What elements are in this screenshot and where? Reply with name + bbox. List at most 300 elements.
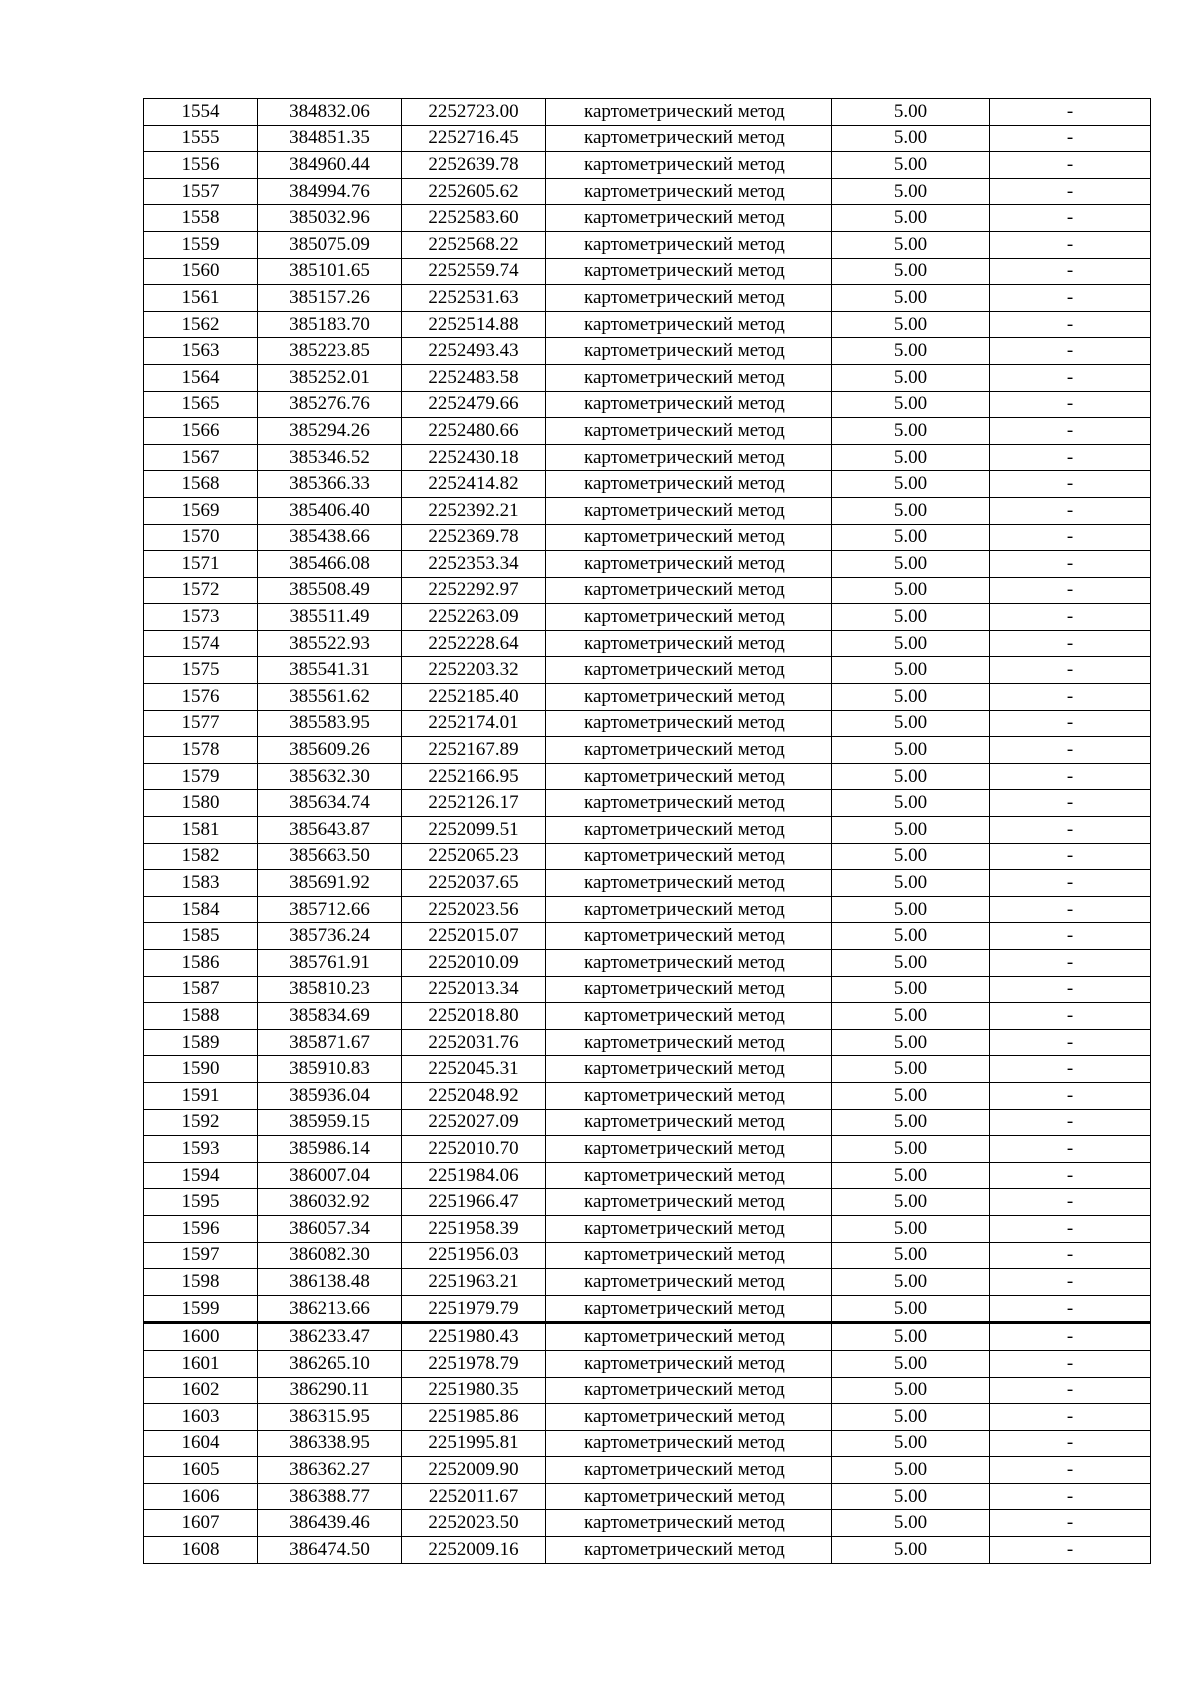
x-coordinate-cell: 385438.66 — [258, 524, 402, 551]
table-row — [144, 1162, 1151, 1189]
note-cell: - — [990, 125, 1151, 152]
point-number-cell: 1558 — [144, 205, 258, 232]
table-body — [144, 99, 1151, 1564]
table-row — [144, 1029, 1151, 1056]
note-cell: - — [990, 1323, 1151, 1351]
coordinates-table — [143, 98, 1151, 1564]
method-cell: картометрический метод — [546, 1189, 832, 1216]
accuracy-cell: 5.00 — [832, 896, 990, 923]
y-coordinate-cell: 2252048.92 — [402, 1082, 546, 1109]
note-cell: - — [990, 1215, 1151, 1242]
table-row — [144, 152, 1151, 179]
point-number-cell: 1595 — [144, 1189, 258, 1216]
accuracy-cell: 5.00 — [832, 1215, 990, 1242]
table-row — [144, 1483, 1151, 1510]
table-row — [144, 1430, 1151, 1457]
method-cell: картометрический метод — [546, 1029, 832, 1056]
method-cell: картометрический метод — [546, 338, 832, 365]
y-coordinate-cell: 2252009.16 — [402, 1537, 546, 1564]
x-coordinate-cell: 385252.01 — [258, 364, 402, 391]
x-coordinate-cell: 386388.77 — [258, 1483, 402, 1510]
note-cell: - — [990, 604, 1151, 631]
method-cell: картометрический метод — [546, 125, 832, 152]
table-row — [144, 1323, 1151, 1351]
point-number-cell: 1583 — [144, 870, 258, 897]
accuracy-cell: 5.00 — [832, 285, 990, 312]
accuracy-cell: 5.00 — [832, 1377, 990, 1404]
accuracy-cell: 5.00 — [832, 1323, 990, 1351]
x-coordinate-cell: 386474.50 — [258, 1537, 402, 1564]
accuracy-cell: 5.00 — [832, 1404, 990, 1431]
y-coordinate-cell: 2252018.80 — [402, 1003, 546, 1030]
note-cell: - — [990, 1109, 1151, 1136]
table-row — [144, 1056, 1151, 1083]
point-number-cell: 1559 — [144, 231, 258, 258]
method-cell: картометрический метод — [546, 577, 832, 604]
point-number-cell: 1569 — [144, 497, 258, 524]
table-row — [144, 418, 1151, 445]
x-coordinate-cell: 385346.52 — [258, 444, 402, 471]
y-coordinate-cell: 2251978.79 — [402, 1350, 546, 1377]
x-coordinate-cell: 385936.04 — [258, 1082, 402, 1109]
y-coordinate-cell: 2252723.00 — [402, 99, 546, 126]
note-cell: - — [990, 551, 1151, 578]
x-coordinate-cell: 386057.34 — [258, 1215, 402, 1242]
method-cell: картометрический метод — [546, 710, 832, 737]
y-coordinate-cell: 2252559.74 — [402, 258, 546, 285]
note-cell: - — [990, 1003, 1151, 1030]
accuracy-cell: 5.00 — [832, 205, 990, 232]
table-row — [144, 976, 1151, 1003]
accuracy-cell: 5.00 — [832, 1537, 990, 1564]
method-cell: картометрический метод — [546, 497, 832, 524]
table-row — [144, 391, 1151, 418]
method-cell: картометрический метод — [546, 471, 832, 498]
x-coordinate-cell: 384851.35 — [258, 125, 402, 152]
y-coordinate-cell: 2252010.09 — [402, 950, 546, 977]
method-cell: картометрический метод — [546, 790, 832, 817]
point-number-cell: 1594 — [144, 1162, 258, 1189]
point-number-cell: 1585 — [144, 923, 258, 950]
method-cell: картометрический метод — [546, 817, 832, 844]
point-number-cell: 1567 — [144, 444, 258, 471]
point-number-cell: 1606 — [144, 1483, 258, 1510]
accuracy-cell: 5.00 — [832, 737, 990, 764]
method-cell: картометрический метод — [546, 1269, 832, 1296]
x-coordinate-cell: 385810.23 — [258, 976, 402, 1003]
table-row — [144, 338, 1151, 365]
method-cell: картометрический метод — [546, 843, 832, 870]
accuracy-cell: 5.00 — [832, 391, 990, 418]
x-coordinate-cell: 385183.70 — [258, 311, 402, 338]
note-cell: - — [990, 1510, 1151, 1537]
x-coordinate-cell: 385223.85 — [258, 338, 402, 365]
y-coordinate-cell: 2252166.95 — [402, 763, 546, 790]
x-coordinate-cell: 385366.33 — [258, 471, 402, 498]
point-number-cell: 1586 — [144, 950, 258, 977]
y-coordinate-cell: 2252531.63 — [402, 285, 546, 312]
point-number-cell: 1582 — [144, 843, 258, 870]
x-coordinate-cell: 386265.10 — [258, 1350, 402, 1377]
method-cell: картометрический метод — [546, 1404, 832, 1431]
note-cell: - — [990, 418, 1151, 445]
x-coordinate-cell: 386439.46 — [258, 1510, 402, 1537]
y-coordinate-cell: 2252011.67 — [402, 1483, 546, 1510]
y-coordinate-cell: 2251980.43 — [402, 1323, 546, 1351]
y-coordinate-cell: 2252065.23 — [402, 843, 546, 870]
table-row — [144, 99, 1151, 126]
y-coordinate-cell: 2252483.58 — [402, 364, 546, 391]
accuracy-cell: 5.00 — [832, 630, 990, 657]
method-cell: картометрический метод — [546, 870, 832, 897]
method-cell: картометрический метод — [546, 418, 832, 445]
method-cell: картометрический метод — [546, 258, 832, 285]
y-coordinate-cell: 2251979.79 — [402, 1295, 546, 1323]
table-row — [144, 1189, 1151, 1216]
accuracy-cell: 5.00 — [832, 444, 990, 471]
accuracy-cell: 5.00 — [832, 231, 990, 258]
point-number-cell: 1599 — [144, 1295, 258, 1323]
y-coordinate-cell: 2252045.31 — [402, 1056, 546, 1083]
method-cell: картометрический метод — [546, 444, 832, 471]
point-number-cell: 1579 — [144, 763, 258, 790]
method-cell: картометрический метод — [546, 364, 832, 391]
method-cell: картометрический метод — [546, 1003, 832, 1030]
x-coordinate-cell: 386338.95 — [258, 1430, 402, 1457]
y-coordinate-cell: 2252263.09 — [402, 604, 546, 631]
x-coordinate-cell: 385508.49 — [258, 577, 402, 604]
y-coordinate-cell: 2252353.34 — [402, 551, 546, 578]
point-number-cell: 1576 — [144, 684, 258, 711]
table-row — [144, 817, 1151, 844]
x-coordinate-cell: 385276.76 — [258, 391, 402, 418]
y-coordinate-cell: 2252009.90 — [402, 1457, 546, 1484]
point-number-cell: 1563 — [144, 338, 258, 365]
point-number-cell: 1573 — [144, 604, 258, 631]
table-row — [144, 551, 1151, 578]
table-row — [144, 205, 1151, 232]
x-coordinate-cell: 385761.91 — [258, 950, 402, 977]
point-number-cell: 1592 — [144, 1109, 258, 1136]
y-coordinate-cell: 2252099.51 — [402, 817, 546, 844]
table-row — [144, 1242, 1151, 1269]
accuracy-cell: 5.00 — [832, 418, 990, 445]
point-number-cell: 1596 — [144, 1215, 258, 1242]
x-coordinate-cell: 385736.24 — [258, 923, 402, 950]
table-row — [144, 364, 1151, 391]
note-cell: - — [990, 1457, 1151, 1484]
note-cell: - — [990, 1189, 1151, 1216]
x-coordinate-cell: 385522.93 — [258, 630, 402, 657]
method-cell: картометрический метод — [546, 684, 832, 711]
x-coordinate-cell: 385466.08 — [258, 551, 402, 578]
y-coordinate-cell: 2251984.06 — [402, 1162, 546, 1189]
table-row — [144, 630, 1151, 657]
note-cell: - — [990, 152, 1151, 179]
note-cell: - — [990, 1404, 1151, 1431]
accuracy-cell: 5.00 — [832, 1162, 990, 1189]
x-coordinate-cell: 385959.15 — [258, 1109, 402, 1136]
note-cell: - — [990, 1029, 1151, 1056]
y-coordinate-cell: 2251985.86 — [402, 1404, 546, 1431]
x-coordinate-cell: 386032.92 — [258, 1189, 402, 1216]
point-number-cell: 1555 — [144, 125, 258, 152]
note-cell: - — [990, 1295, 1151, 1323]
accuracy-cell: 5.00 — [832, 311, 990, 338]
x-coordinate-cell: 385663.50 — [258, 843, 402, 870]
method-cell: картометрический метод — [546, 1377, 832, 1404]
table-row — [144, 497, 1151, 524]
table-row — [144, 1537, 1151, 1564]
y-coordinate-cell: 2252292.97 — [402, 577, 546, 604]
y-coordinate-cell: 2252493.43 — [402, 338, 546, 365]
table-row — [144, 258, 1151, 285]
point-number-cell: 1554 — [144, 99, 258, 126]
accuracy-cell: 5.00 — [832, 1189, 990, 1216]
note-cell: - — [990, 1377, 1151, 1404]
x-coordinate-cell: 385032.96 — [258, 205, 402, 232]
method-cell: картометрический метод — [546, 391, 832, 418]
method-cell: картометрический метод — [546, 524, 832, 551]
y-coordinate-cell: 2252392.21 — [402, 497, 546, 524]
accuracy-cell: 5.00 — [832, 1003, 990, 1030]
x-coordinate-cell: 385691.92 — [258, 870, 402, 897]
method-cell: картометрический метод — [546, 285, 832, 312]
point-number-cell: 1568 — [144, 471, 258, 498]
x-coordinate-cell: 386138.48 — [258, 1269, 402, 1296]
point-number-cell: 1602 — [144, 1377, 258, 1404]
y-coordinate-cell: 2252568.22 — [402, 231, 546, 258]
method-cell: картометрический метод — [546, 1109, 832, 1136]
note-cell: - — [990, 231, 1151, 258]
note-cell: - — [990, 311, 1151, 338]
method-cell: картометрический метод — [546, 1215, 832, 1242]
y-coordinate-cell: 2252514.88 — [402, 311, 546, 338]
note-cell: - — [990, 790, 1151, 817]
point-number-cell: 1575 — [144, 657, 258, 684]
point-number-cell: 1561 — [144, 285, 258, 312]
method-cell: картометрический метод — [546, 763, 832, 790]
x-coordinate-cell: 385834.69 — [258, 1003, 402, 1030]
table-row — [144, 1377, 1151, 1404]
method-cell: картометрический метод — [546, 205, 832, 232]
table-row — [144, 444, 1151, 471]
x-coordinate-cell: 385871.67 — [258, 1029, 402, 1056]
note-cell: - — [990, 391, 1151, 418]
point-number-cell: 1560 — [144, 258, 258, 285]
x-coordinate-cell: 386362.27 — [258, 1457, 402, 1484]
method-cell: картометрический метод — [546, 1430, 832, 1457]
point-number-cell: 1572 — [144, 577, 258, 604]
accuracy-cell: 5.00 — [832, 843, 990, 870]
accuracy-cell: 5.00 — [832, 710, 990, 737]
x-coordinate-cell: 385712.66 — [258, 896, 402, 923]
x-coordinate-cell: 385609.26 — [258, 737, 402, 764]
point-number-cell: 1584 — [144, 896, 258, 923]
x-coordinate-cell: 385634.74 — [258, 790, 402, 817]
accuracy-cell: 5.00 — [832, 1082, 990, 1109]
y-coordinate-cell: 2251966.47 — [402, 1189, 546, 1216]
note-cell: - — [990, 364, 1151, 391]
x-coordinate-cell: 386233.47 — [258, 1323, 402, 1351]
table-row — [144, 684, 1151, 711]
method-cell: картометрический метод — [546, 604, 832, 631]
table-row — [144, 790, 1151, 817]
point-number-cell: 1598 — [144, 1269, 258, 1296]
y-coordinate-cell: 2252167.89 — [402, 737, 546, 764]
point-number-cell: 1589 — [144, 1029, 258, 1056]
method-cell: картометрический метод — [546, 1136, 832, 1163]
table-row — [144, 577, 1151, 604]
point-number-cell: 1597 — [144, 1242, 258, 1269]
point-number-cell: 1588 — [144, 1003, 258, 1030]
table-row — [144, 604, 1151, 631]
point-number-cell: 1565 — [144, 391, 258, 418]
accuracy-cell: 5.00 — [832, 1350, 990, 1377]
x-coordinate-cell: 385541.31 — [258, 657, 402, 684]
accuracy-cell: 5.00 — [832, 497, 990, 524]
point-number-cell: 1590 — [144, 1056, 258, 1083]
method-cell: картометрический метод — [546, 1323, 832, 1351]
note-cell: - — [990, 99, 1151, 126]
point-number-cell: 1571 — [144, 551, 258, 578]
accuracy-cell: 5.00 — [832, 1483, 990, 1510]
accuracy-cell: 5.00 — [832, 684, 990, 711]
y-coordinate-cell: 2252126.17 — [402, 790, 546, 817]
point-number-cell: 1566 — [144, 418, 258, 445]
accuracy-cell: 5.00 — [832, 1295, 990, 1323]
y-coordinate-cell: 2252228.64 — [402, 630, 546, 657]
table-row — [144, 1136, 1151, 1163]
x-coordinate-cell: 385583.95 — [258, 710, 402, 737]
note-cell: - — [990, 1537, 1151, 1564]
note-cell: - — [990, 1269, 1151, 1296]
y-coordinate-cell: 2252174.01 — [402, 710, 546, 737]
y-coordinate-cell: 2252023.50 — [402, 1510, 546, 1537]
y-coordinate-cell: 2252015.07 — [402, 923, 546, 950]
x-coordinate-cell: 386007.04 — [258, 1162, 402, 1189]
note-cell: - — [990, 870, 1151, 897]
x-coordinate-cell: 385632.30 — [258, 763, 402, 790]
note-cell: - — [990, 524, 1151, 551]
x-coordinate-cell: 385643.87 — [258, 817, 402, 844]
x-coordinate-cell: 385986.14 — [258, 1136, 402, 1163]
point-number-cell: 1593 — [144, 1136, 258, 1163]
point-number-cell: 1608 — [144, 1537, 258, 1564]
note-cell: - — [990, 444, 1151, 471]
method-cell: картометрический метод — [546, 1457, 832, 1484]
x-coordinate-cell: 386315.95 — [258, 1404, 402, 1431]
point-number-cell: 1574 — [144, 630, 258, 657]
x-coordinate-cell: 385101.65 — [258, 258, 402, 285]
method-cell: картометрический метод — [546, 1510, 832, 1537]
table-row — [144, 896, 1151, 923]
note-cell: - — [990, 630, 1151, 657]
point-number-cell: 1556 — [144, 152, 258, 179]
table-row — [144, 1082, 1151, 1109]
table-row — [144, 125, 1151, 152]
accuracy-cell: 5.00 — [832, 1269, 990, 1296]
table-row — [144, 231, 1151, 258]
x-coordinate-cell: 385406.40 — [258, 497, 402, 524]
table-row — [144, 311, 1151, 338]
y-coordinate-cell: 2252716.45 — [402, 125, 546, 152]
y-coordinate-cell: 2251956.03 — [402, 1242, 546, 1269]
accuracy-cell: 5.00 — [832, 1457, 990, 1484]
method-cell: картометрический метод — [546, 1537, 832, 1564]
y-coordinate-cell: 2252479.66 — [402, 391, 546, 418]
note-cell: - — [990, 684, 1151, 711]
method-cell: картометрический метод — [546, 657, 832, 684]
note-cell: - — [990, 577, 1151, 604]
note-cell: - — [990, 1483, 1151, 1510]
accuracy-cell: 5.00 — [832, 1430, 990, 1457]
note-cell: - — [990, 1136, 1151, 1163]
x-coordinate-cell: 385910.83 — [258, 1056, 402, 1083]
note-cell: - — [990, 950, 1151, 977]
point-number-cell: 1580 — [144, 790, 258, 817]
method-cell: картометрический метод — [546, 1056, 832, 1083]
y-coordinate-cell: 2252605.62 — [402, 178, 546, 205]
method-cell: картометрический метод — [546, 311, 832, 338]
accuracy-cell: 5.00 — [832, 763, 990, 790]
accuracy-cell: 5.00 — [832, 364, 990, 391]
note-cell: - — [990, 205, 1151, 232]
note-cell: - — [990, 1082, 1151, 1109]
method-cell: картометрический метод — [546, 1242, 832, 1269]
method-cell: картометрический метод — [546, 152, 832, 179]
point-number-cell: 1581 — [144, 817, 258, 844]
y-coordinate-cell: 2252027.09 — [402, 1109, 546, 1136]
note-cell: - — [990, 258, 1151, 285]
x-coordinate-cell: 386290.11 — [258, 1377, 402, 1404]
method-cell: картометрический метод — [546, 1082, 832, 1109]
y-coordinate-cell: 2252203.32 — [402, 657, 546, 684]
table-row — [144, 710, 1151, 737]
accuracy-cell: 5.00 — [832, 1242, 990, 1269]
table-row — [144, 1003, 1151, 1030]
note-cell: - — [990, 923, 1151, 950]
note-cell: - — [990, 843, 1151, 870]
accuracy-cell: 5.00 — [832, 125, 990, 152]
point-number-cell: 1603 — [144, 1404, 258, 1431]
y-coordinate-cell: 2251980.35 — [402, 1377, 546, 1404]
accuracy-cell: 5.00 — [832, 1056, 990, 1083]
accuracy-cell: 5.00 — [832, 1029, 990, 1056]
note-cell: - — [990, 497, 1151, 524]
accuracy-cell: 5.00 — [832, 817, 990, 844]
y-coordinate-cell: 2251995.81 — [402, 1430, 546, 1457]
x-coordinate-cell: 386213.66 — [258, 1295, 402, 1323]
x-coordinate-cell: 386082.30 — [258, 1242, 402, 1269]
point-number-cell: 1570 — [144, 524, 258, 551]
x-coordinate-cell: 385511.49 — [258, 604, 402, 631]
y-coordinate-cell: 2252031.76 — [402, 1029, 546, 1056]
method-cell: картометрический метод — [546, 178, 832, 205]
note-cell: - — [990, 763, 1151, 790]
accuracy-cell: 5.00 — [832, 152, 990, 179]
x-coordinate-cell: 384832.06 — [258, 99, 402, 126]
accuracy-cell: 5.00 — [832, 551, 990, 578]
table-row — [144, 1295, 1151, 1323]
note-cell: - — [990, 1056, 1151, 1083]
method-cell: картометрический метод — [546, 99, 832, 126]
method-cell: картометрический метод — [546, 1295, 832, 1323]
note-cell: - — [990, 471, 1151, 498]
y-coordinate-cell: 2252414.82 — [402, 471, 546, 498]
point-number-cell: 1607 — [144, 1510, 258, 1537]
table-row — [144, 1350, 1151, 1377]
